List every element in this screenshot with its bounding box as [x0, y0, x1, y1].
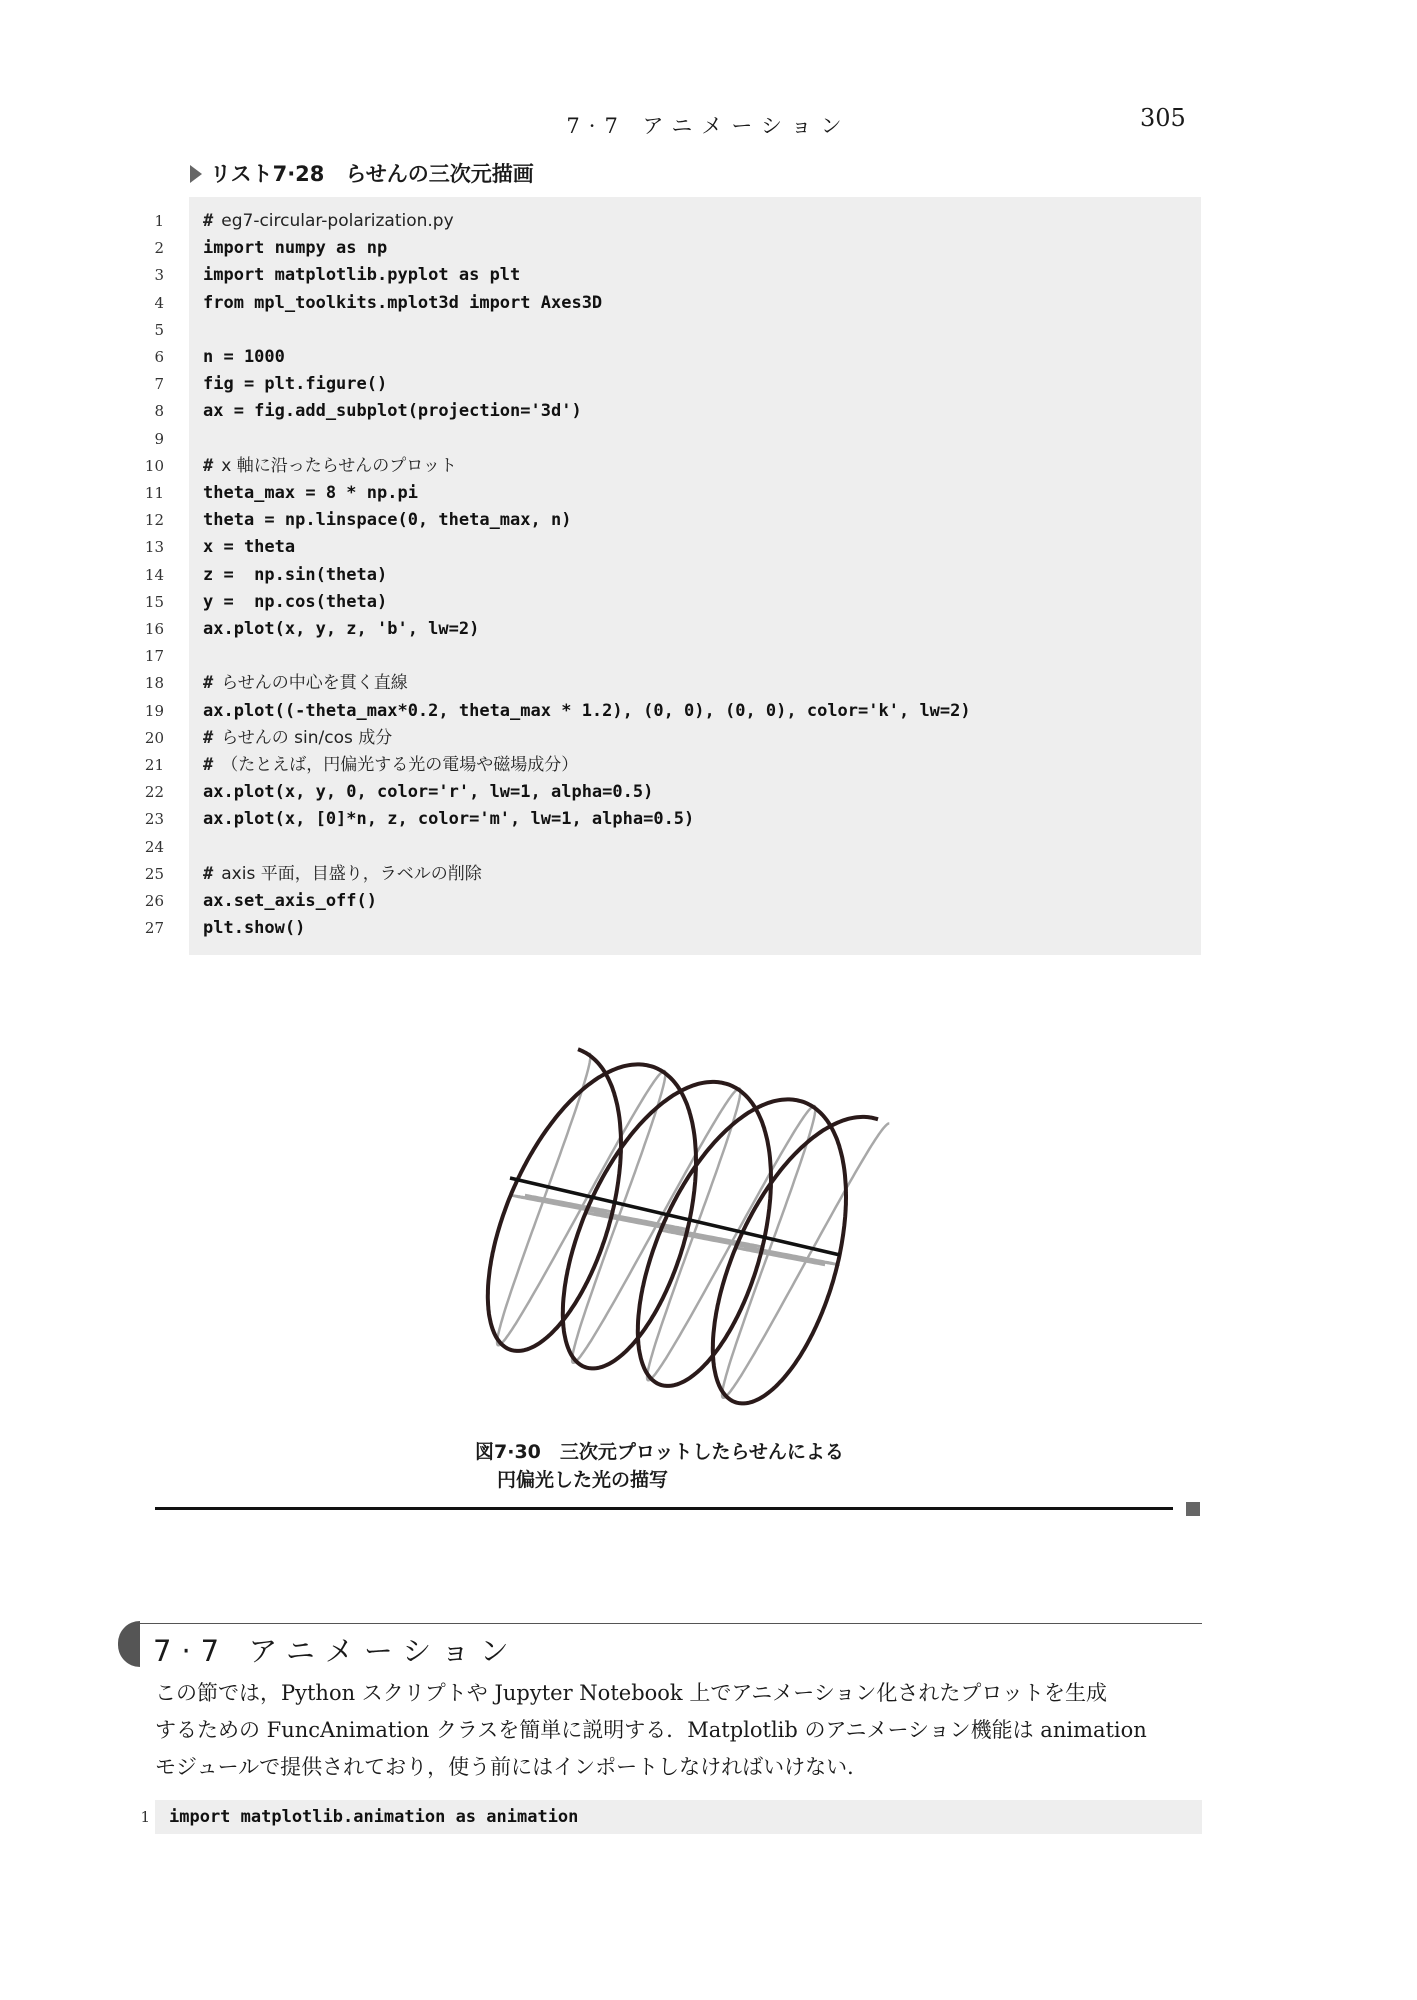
- code-line-text: x = theta: [203, 537, 296, 558]
- helix-component-x-cos: [497, 1054, 889, 1398]
- code-text: [203, 616, 479, 643]
- code-text: [203, 698, 971, 725]
- figure-caption: [475, 1438, 844, 1494]
- code-text: [203, 589, 387, 616]
- code-text: [203, 562, 387, 589]
- helix-ellipses: [488, 1049, 878, 1403]
- code-line-text: theta_max = 8 * np.pi: [203, 483, 418, 503]
- code-line-text: ax.plot(x, y, z, 'b', lw=2): [203, 619, 480, 639]
- code-line-text: z = np.sin(theta): [203, 564, 388, 585]
- code-text: [203, 534, 295, 561]
- code-line-text: ax.plot(x, y, 0, color='r', lw=1, alpha=0.5): [203, 782, 654, 803]
- code-line-text: from mpl_toolkits.mplot3d import Axes3D: [203, 292, 603, 313]
- code-text: [203, 262, 520, 289]
- code-text: [203, 371, 387, 398]
- helix-component-x-sin: [510, 1195, 839, 1265]
- end-square-icon: [1186, 1502, 1200, 1516]
- line-number: 3: [154, 266, 164, 285]
- code-line-text: ax.set_axis_off(): [203, 891, 377, 911]
- body-paragraph: [155, 1675, 1205, 1786]
- code-text: [203, 507, 571, 534]
- figure-caption-line2: 円偏光した光の描写: [497, 1469, 669, 1491]
- figure-caption-line1: 図7·30 三次元プロットしたらせんによる: [475, 1441, 844, 1463]
- code-comment: [203, 208, 454, 235]
- code-text: [203, 235, 387, 262]
- line-number: 24: [144, 837, 164, 856]
- listing-caption: [190, 158, 534, 188]
- code-line-text: axis 平面，目盛り，ラベルの削除: [221, 863, 482, 884]
- code-line-text: eg7-circular-polarization.py: [221, 211, 454, 231]
- line-number: 13: [144, 538, 164, 557]
- line-number: 27: [144, 919, 164, 938]
- running-title: 7·7 アニメーション: [566, 114, 851, 138]
- page-number: 305: [1140, 104, 1186, 132]
- code-text: import matplotlib.animation as animation: [169, 1807, 579, 1827]
- code-text: [203, 779, 653, 806]
- code-comment: [203, 752, 578, 779]
- code-comment: [203, 670, 408, 697]
- helix-figure: [440, 1000, 920, 1420]
- line-number: 4: [154, 293, 164, 312]
- line-number: 2: [154, 239, 164, 258]
- code-comment: [203, 453, 457, 480]
- paragraph-line: するための FuncAnimation クラスを簡単に説明する．Matplotlib のアニメーション機能は animation: [155, 1718, 1147, 1742]
- line-number: 25: [144, 864, 164, 883]
- code-text: [203, 888, 377, 915]
- code-text: [203, 398, 582, 425]
- line-number: 8: [154, 402, 164, 421]
- code-line-text: ax.plot((-theta_max*0.2, theta_max * 1.2), (0, 0), (0, 0), color='k', lw=2): [203, 700, 971, 721]
- code-line-text: らせんの中心を貫く直線: [221, 673, 408, 694]
- line-number: 12: [144, 511, 164, 530]
- end-rule: [155, 1507, 1173, 1510]
- code-line-text: y = np.cos(theta): [203, 591, 388, 612]
- line-number: 19: [144, 701, 164, 720]
- code-line-text: plt.show(): [203, 918, 306, 939]
- line-number: 1: [140, 1808, 150, 1826]
- code-listing: [144, 197, 1201, 955]
- line-number: 16: [144, 620, 164, 638]
- comment-hash-icon: #: [203, 673, 214, 694]
- helix-components: [497, 1054, 889, 1398]
- code-text: [203, 915, 305, 942]
- paragraph-line: この節では，Python スクリプトや Jupyter Notebook 上でアニメーション化されたプロットを生成: [155, 1681, 1108, 1705]
- line-number: 23: [144, 810, 164, 829]
- helix-line: [488, 1049, 878, 1403]
- line-number: 6: [154, 348, 164, 366]
- code-comment: [203, 861, 482, 888]
- code-line-text: （たとえば，円偏光する光の電場や磁場成分）: [221, 755, 579, 775]
- comment-hash-icon: #: [203, 727, 214, 748]
- code-line-text: import matplotlib.pyplot as plt: [203, 265, 521, 286]
- line-number: 14: [144, 565, 164, 584]
- line-number: 18: [144, 674, 164, 693]
- listing-caption-text: リスト7·28 らせんの三次元描画: [210, 162, 534, 186]
- code-text: [203, 344, 285, 371]
- section-tab-icon: [118, 1621, 140, 1667]
- section-rule: [140, 1623, 1202, 1624]
- code-text: [203, 290, 602, 317]
- code-text: [203, 480, 418, 507]
- line-number: 11: [144, 484, 164, 502]
- code-line-text: ax.plot(x, [0]*n, z, color='m', lw=1, alpha=0.5): [203, 809, 695, 830]
- comment-hash-icon: #: [203, 863, 214, 884]
- line-number: 10: [144, 456, 164, 475]
- code-line-text: theta = np.linspace(0, theta_max, n): [203, 510, 572, 531]
- line-number: 21: [144, 756, 164, 774]
- comment-hash-icon: #: [203, 211, 214, 231]
- code-line-text: fig = plt.figure(): [203, 374, 388, 395]
- line-number: 7: [154, 375, 164, 394]
- line-number: 26: [144, 892, 164, 910]
- triangle-marker-icon: [190, 165, 202, 183]
- comment-hash-icon: #: [203, 455, 214, 476]
- comment-hash-icon: #: [203, 755, 214, 775]
- code-line-text: らせんの sin/cos 成分: [221, 727, 393, 748]
- line-number: 17: [144, 647, 164, 666]
- line-number: 9: [154, 429, 164, 448]
- line-number: 22: [144, 783, 164, 802]
- line-number: 5: [154, 320, 164, 339]
- paragraph-line: モジュールで提供されており，使う前にはインポートしなければいけない．: [155, 1755, 869, 1779]
- code-text: [203, 806, 694, 833]
- code-line-text: x 軸に沿ったらせんのプロット: [221, 455, 457, 476]
- code-snippet: [140, 1800, 1202, 1834]
- code-line-text: import numpy as np: [203, 238, 388, 259]
- code-line-text: ax = fig.add_subplot(projection='3d'): [203, 401, 582, 422]
- code-line-text: n = 1000: [203, 347, 285, 367]
- code-comment: [203, 725, 392, 752]
- line-number: 1: [154, 212, 164, 230]
- line-number: 15: [144, 592, 164, 611]
- line-number: 20: [144, 728, 164, 747]
- section-heading: 7·7 アニメーション: [153, 1634, 519, 1668]
